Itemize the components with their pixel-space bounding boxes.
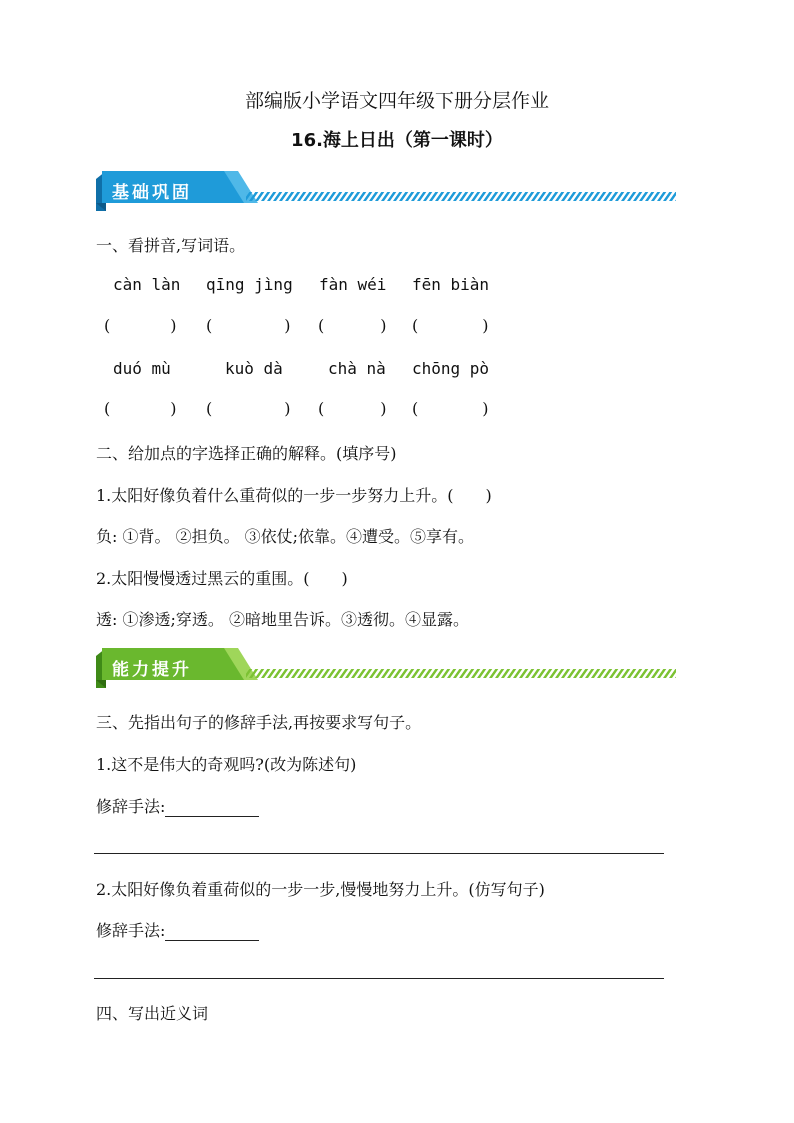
answer-line[interactable] <box>94 853 664 854</box>
q2-options-2: 透: ①渗透;穿透。 ②暗地里告诉。③透彻。④显露。 <box>96 610 469 629</box>
q2-heading: 二、给加点的字选择正确的解释。(填序号) <box>96 444 397 463</box>
pinyin-8: chōng pò <box>412 359 490 378</box>
pinyin-7: chà nà <box>328 359 386 378</box>
section-banner-ability <box>96 648 676 692</box>
pinyin-6: kuò dà <box>225 359 283 378</box>
answer-blank[interactable]: ( ) <box>318 316 387 335</box>
section-banner-basic <box>96 171 676 215</box>
series-title: 部编版小学语文四年级下册分层作业 <box>244 90 549 112</box>
pinyin-3: fàn wéi <box>319 275 387 294</box>
answer-line[interactable] <box>94 978 664 979</box>
q3-item-1: 1.这不是伟大的奇观吗?(改为陈述句) <box>96 755 357 774</box>
rhetoric-field-2[interactable] <box>96 918 259 941</box>
rhetoric-blank[interactable] <box>165 800 259 817</box>
q1-heading: 一、看拼音,写词语。 <box>96 236 246 255</box>
q2-item-2: 2.太阳慢慢透过黑云的重围。( ) <box>96 569 348 588</box>
answer-blank[interactable]: ( ) <box>412 399 489 418</box>
q3-item-2: 2.太阳好像负着重荷似的一步一步,慢慢地努力上升。(仿写句子) <box>96 880 545 899</box>
answer-blank[interactable]: ( ) <box>412 316 489 335</box>
pinyin-5: duó mù <box>113 359 171 378</box>
answer-blank[interactable]: ( ) <box>318 399 387 418</box>
pinyin-2: qīng jìng <box>206 275 293 294</box>
q2-options-1: 负: ①背。 ②担负。 ③依仗;依靠。④遭受。⑤享有。 <box>96 527 475 546</box>
lesson-title: 16.海上日出（第一课时） <box>291 130 503 151</box>
pinyin-1: càn làn <box>113 275 181 294</box>
answer-blank[interactable]: ( ) <box>206 399 291 418</box>
section-label-ability: 能力提升 <box>112 660 192 680</box>
q4-heading: 四、写出近义词 <box>96 1004 209 1023</box>
q2-item-1: 1.太阳好像负着什么重荷似的一步一步努力上升。( ) <box>96 486 492 505</box>
rhetoric-blank[interactable] <box>165 924 259 941</box>
answer-blank[interactable]: ( ) <box>104 316 177 335</box>
q3-heading: 三、先指出句子的修辞手法,再按要求写句子。 <box>96 713 422 732</box>
answer-blank[interactable]: ( ) <box>104 399 177 418</box>
rhetoric-label: 修辞手法: <box>96 921 166 940</box>
rhetoric-label: 修辞手法: <box>96 797 166 816</box>
rhetoric-field-1[interactable] <box>96 794 259 817</box>
section-label-basic: 基础巩固 <box>112 183 192 203</box>
pinyin-4: fēn biàn <box>412 275 490 294</box>
answer-blank[interactable]: ( ) <box>206 316 291 335</box>
